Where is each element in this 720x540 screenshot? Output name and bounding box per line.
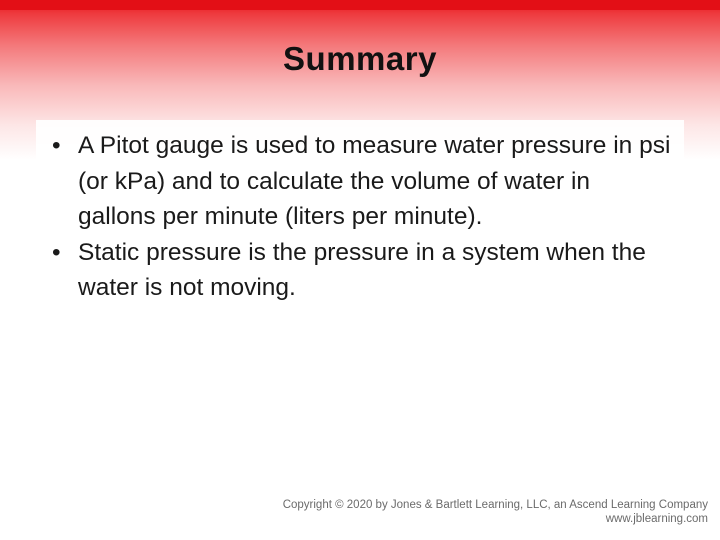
- slide-title: Summary: [283, 40, 437, 77]
- bullet-item: [52, 235, 674, 306]
- bullet-list: [52, 128, 674, 306]
- bullet-dot-icon: •: [52, 238, 61, 266]
- header-accent-bar: [0, 0, 720, 10]
- bullet-text: Static pressure is the pressure in a system when the water is not moving.: [78, 238, 646, 301]
- copyright-text: Copyright © 2020 by Jones & Bartlett Learning, LLC, an Ascend Learning Company: [282, 499, 708, 511]
- bullet-item: [52, 128, 674, 235]
- bullet-text: A Pitot gauge is used to measure water pressure in psi (or kPa) and to calculate the volume of water in gallons per minute (liters per minute).: [78, 132, 671, 230]
- website-text: www.jblearning.com: [605, 513, 708, 525]
- copyright-footer: [283, 498, 708, 526]
- bullet-dot-icon: •: [52, 132, 61, 159]
